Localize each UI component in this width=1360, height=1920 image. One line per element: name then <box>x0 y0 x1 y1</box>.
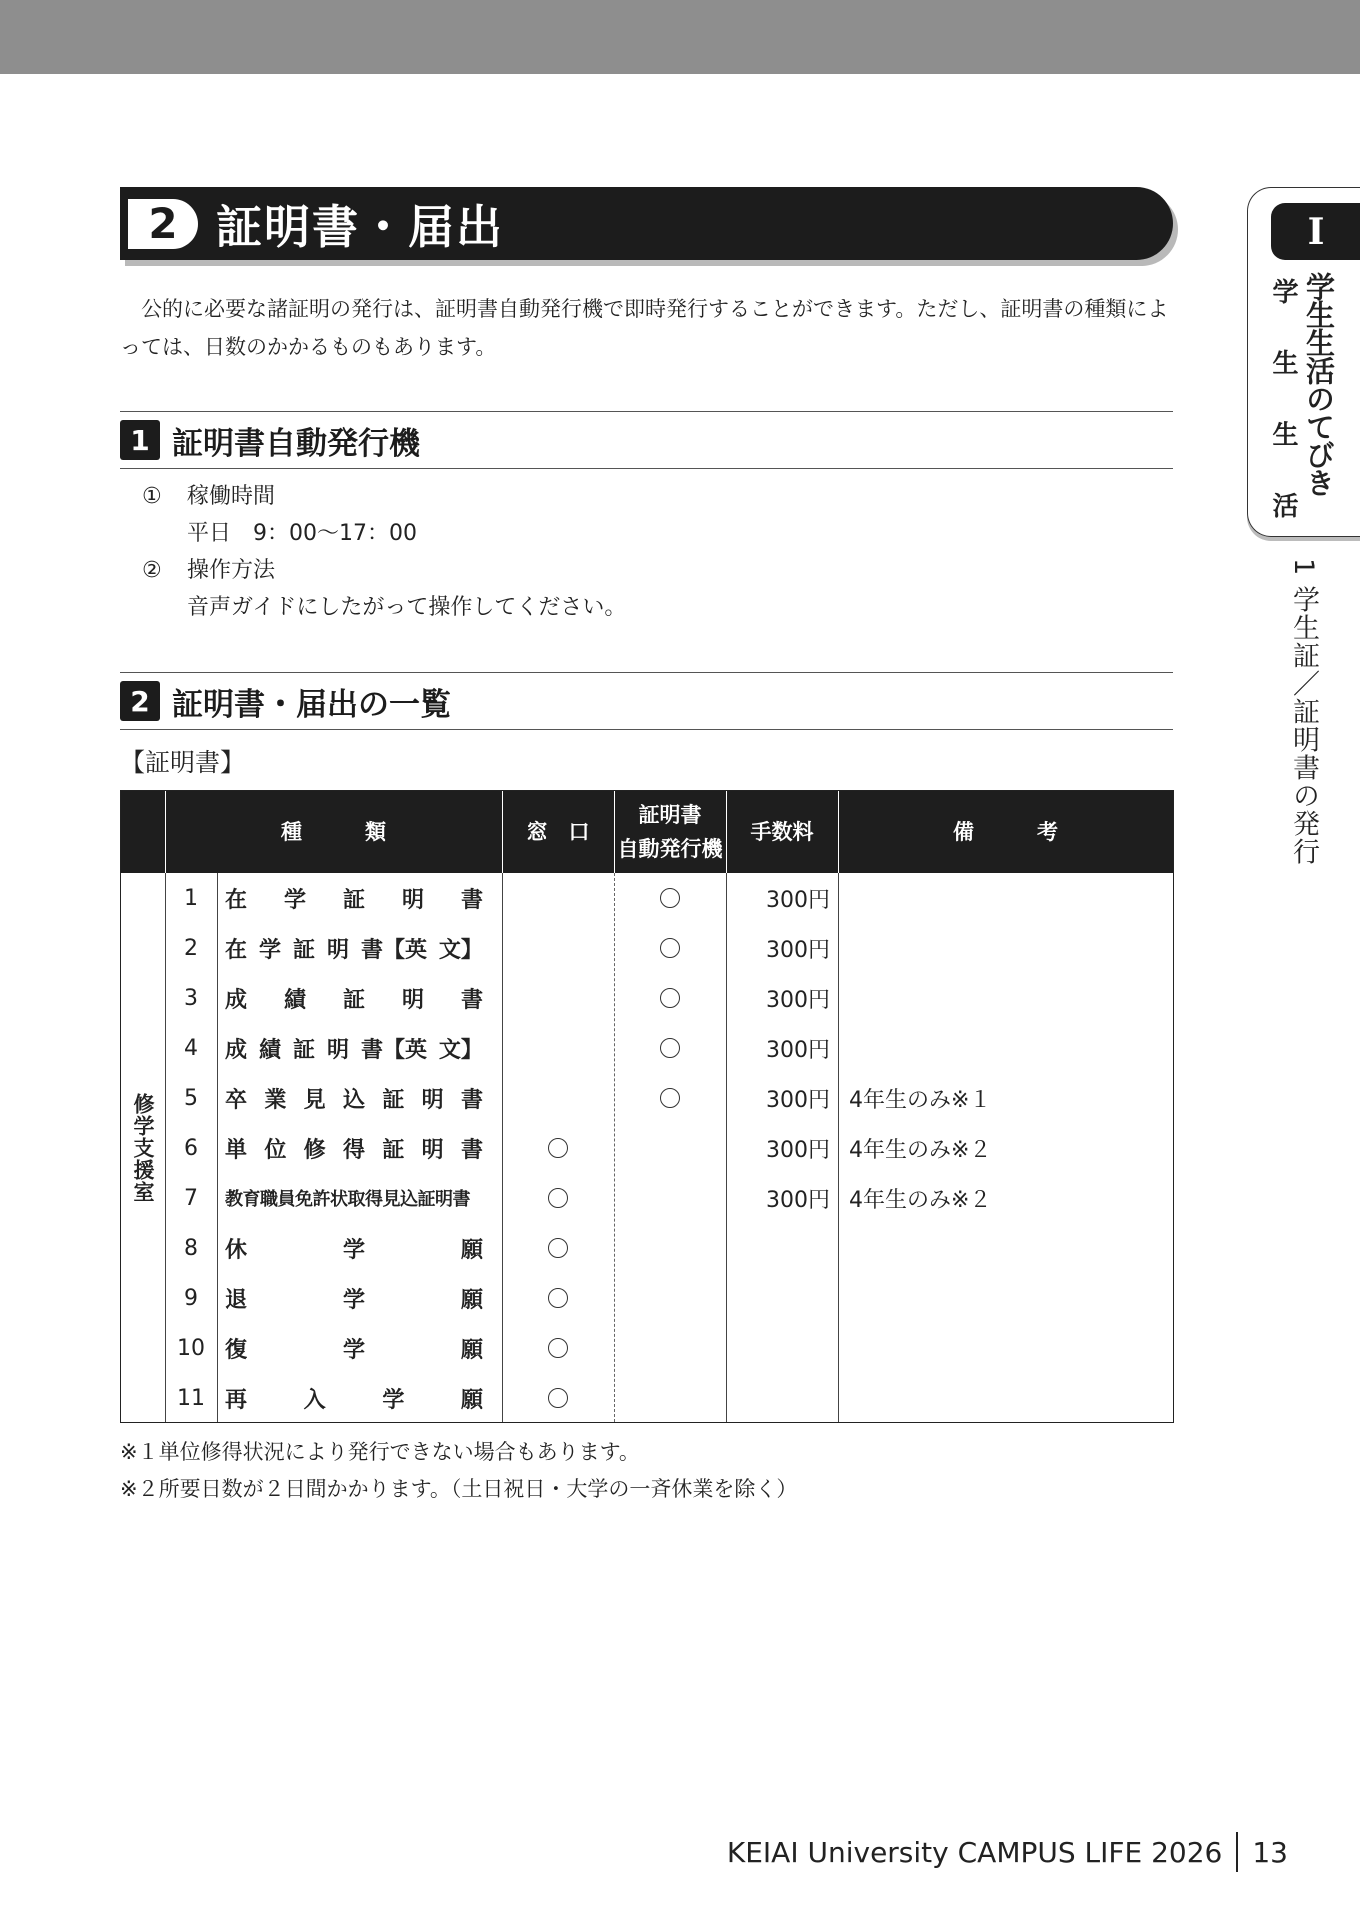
fee-cell: 300円 <box>766 1037 830 1063</box>
footnote-2: ※２所要日数が２日間かかります。（土日祝日・大学の一斉休業を除く） <box>120 1477 798 1501</box>
name-char: 得 <box>342 1137 365 1163</box>
name-char: 証 <box>342 887 365 913</box>
section-title <box>120 187 1173 260</box>
certificate-label: 【証明書】 <box>120 748 246 777</box>
machine-info-list <box>142 478 626 626</box>
name-char: 書 <box>460 1087 483 1113</box>
name-char: 込 <box>342 1087 365 1113</box>
name-char: 復 <box>225 1337 248 1363</box>
auto-machine-cell <box>614 1173 726 1223</box>
available-mark <box>660 1038 680 1058</box>
name-char: 業 <box>264 1087 287 1113</box>
fee-cell: 300円 <box>766 887 830 913</box>
auto-machine-cell <box>614 1323 726 1373</box>
name-char: 在 <box>225 887 248 913</box>
name-char: 成 <box>225 1037 248 1063</box>
item-mark: ② <box>142 558 162 583</box>
available-mark <box>548 1238 568 1258</box>
subsection-number: 2 <box>120 681 160 721</box>
department-label: 修学支援室 <box>131 1092 155 1203</box>
section-title-text: 証明書・届出 <box>216 199 504 254</box>
window-cell <box>502 1223 614 1273</box>
name-char: 績 <box>283 987 306 1013</box>
auto-machine-cell <box>614 923 726 973</box>
fee-cell <box>726 1273 830 1323</box>
name-char: 文】 <box>438 1037 483 1063</box>
window-cell <box>502 923 614 973</box>
header-window: 窓 口 <box>526 820 590 844</box>
footer-title: KEIAI University CAMPUS LIFE 2026 <box>726 1835 1223 1869</box>
name-char: 績 <box>258 1037 281 1063</box>
header-divider <box>726 791 727 873</box>
subsection-number: 1 <box>120 420 160 460</box>
chapter-subtitle: 学生生活 <box>1268 278 1298 518</box>
table-row <box>121 923 1173 973</box>
name-char: 在 <box>225 937 248 963</box>
name-char: 学 <box>258 937 281 963</box>
certificate-name <box>225 1173 483 1223</box>
header-auto-line2: 自動発行機 <box>617 837 723 861</box>
name-char: 退 <box>225 1287 248 1313</box>
fee-cell <box>726 1323 830 1373</box>
table-row <box>121 1073 1173 1123</box>
window-cell <box>502 1123 614 1173</box>
chapter-title: 学生生活のてびき <box>1302 272 1336 496</box>
name-char: 願 <box>460 1237 483 1263</box>
name-char: 入 <box>303 1387 326 1413</box>
item-label: 稼働時間 <box>187 484 276 509</box>
name-char: 学 <box>342 1287 365 1313</box>
certificate-name <box>225 1373 483 1423</box>
table-row <box>121 1323 1173 1373</box>
name-char: 願 <box>460 1387 483 1413</box>
page-footer <box>727 1832 1288 1872</box>
row-number: 2 <box>184 935 198 961</box>
window-cell <box>502 1173 614 1223</box>
header-type: 種 類 <box>281 820 386 844</box>
header-divider <box>502 791 503 873</box>
table-header <box>121 791 1173 873</box>
item-detail: 音声ガイドにしたがって操作してください。 <box>187 595 627 620</box>
available-mark <box>548 1138 568 1158</box>
certificate-name <box>225 1223 483 1273</box>
fee-cell: 300円 <box>766 1187 830 1213</box>
name-char: 見 <box>303 1087 326 1113</box>
note-cell <box>849 1373 1169 1423</box>
list-item <box>142 478 626 515</box>
available-mark <box>548 1288 568 1308</box>
name-char: 願 <box>460 1337 483 1363</box>
item-mark: ① <box>142 484 162 509</box>
subsection-title: 証明書自動発行機 <box>172 425 420 462</box>
name-char: 成 <box>225 987 248 1013</box>
header-divider <box>838 791 839 873</box>
name-char: 明 <box>401 887 424 913</box>
name-char: 書【英 <box>360 937 427 963</box>
row-number: 3 <box>184 985 198 1011</box>
available-mark <box>660 988 680 1008</box>
auto-machine-cell <box>614 973 726 1023</box>
name-char: 位 <box>264 1137 287 1163</box>
note-cell <box>849 1223 1169 1273</box>
auto-machine-cell <box>614 1023 726 1073</box>
note-cell: 4年生のみ※２ <box>849 1187 992 1213</box>
subsection-heading-2 <box>120 672 1173 730</box>
name-char: 明 <box>326 1037 349 1063</box>
note-cell <box>849 873 1169 923</box>
window-cell <box>502 1023 614 1073</box>
section-index: 1 学生証／証明書の発行 <box>1288 558 1319 866</box>
header-divider <box>614 791 615 873</box>
table-row <box>121 1273 1173 1323</box>
name-char: 学 <box>342 1237 365 1263</box>
name-char: 証 <box>342 987 365 1013</box>
fee-cell: 300円 <box>766 1087 830 1113</box>
name-char: 卒 <box>225 1087 248 1113</box>
name-char: 明 <box>326 937 349 963</box>
subsection-title: 証明書・届出の一覧 <box>172 686 451 723</box>
footnotes <box>120 1434 797 1508</box>
window-cell <box>502 1073 614 1123</box>
note-cell: 4年生のみ※１ <box>849 1087 992 1113</box>
fee-cell: 300円 <box>766 987 830 1013</box>
name-char: 学 <box>283 887 306 913</box>
section-number: 2 <box>128 199 198 249</box>
page-number: 13 <box>1252 1835 1288 1869</box>
auto-machine-cell <box>614 873 726 923</box>
available-mark <box>548 1338 568 1358</box>
available-mark <box>548 1388 568 1408</box>
certificate-name <box>225 1273 483 1323</box>
available-mark <box>660 938 680 958</box>
header-notes: 備 考 <box>953 820 1058 844</box>
row-number: 5 <box>184 1085 198 1111</box>
auto-machine-cell <box>614 1123 726 1173</box>
note-cell <box>849 1273 1169 1323</box>
note-cell <box>849 1023 1169 1073</box>
note-cell <box>849 973 1169 1023</box>
table-row <box>121 1123 1173 1173</box>
note-cell <box>849 923 1169 973</box>
name-char: 修 <box>303 1137 326 1163</box>
name-char: 書 <box>460 987 483 1013</box>
row-number: 8 <box>184 1235 198 1261</box>
name-char: 明 <box>401 987 424 1013</box>
certificate-name <box>225 973 483 1023</box>
table-row <box>121 1223 1173 1273</box>
name-char: 明 <box>421 1087 444 1113</box>
row-number: 10 <box>177 1335 205 1361</box>
row-number: 4 <box>184 1035 198 1061</box>
footnote-1: ※１単位修得状況により発行できない場合もあります。 <box>120 1440 640 1464</box>
name-char: 証 <box>292 937 315 963</box>
fee-cell: 300円 <box>766 1137 830 1163</box>
auto-machine-cell <box>614 1223 726 1273</box>
window-cell <box>502 1373 614 1423</box>
list-item-detail <box>142 589 626 626</box>
window-cell <box>502 873 614 923</box>
fee-cell <box>726 1223 830 1273</box>
name-char: 再 <box>225 1387 248 1413</box>
name-char: 学 <box>382 1387 405 1413</box>
window-cell <box>502 1273 614 1323</box>
available-mark <box>660 888 680 908</box>
row-number: 6 <box>184 1135 198 1161</box>
name-char: 願 <box>460 1287 483 1313</box>
header-auto-machine <box>614 791 726 873</box>
certificate-name <box>225 923 483 973</box>
row-number: 7 <box>184 1185 198 1211</box>
name-char: 休 <box>225 1237 248 1263</box>
auto-machine-cell <box>614 1273 726 1323</box>
header-auto-line1: 証明書 <box>638 803 702 827</box>
name-char: 証 <box>382 1087 405 1113</box>
available-mark <box>548 1188 568 1208</box>
name-char: 学 <box>342 1337 365 1363</box>
table-row <box>121 1373 1173 1423</box>
note-cell: 4年生のみ※２ <box>849 1137 992 1163</box>
footer-separator <box>1236 1832 1238 1872</box>
name-char: 明 <box>421 1137 444 1163</box>
intro-paragraph: 公的に必要な諸証明の発行は、証明書自動発行機で即時発行することができます。ただし、証明書の種類によっては、日数のかかるものもあります。 <box>120 297 1169 359</box>
name-char: 文】 <box>438 937 483 963</box>
name-char: 証 <box>382 1137 405 1163</box>
fee-cell <box>726 1373 830 1423</box>
chapter-number: Ⅰ <box>1271 203 1360 260</box>
window-cell <box>502 973 614 1023</box>
table-row <box>121 973 1173 1023</box>
note-cell <box>849 1323 1169 1373</box>
certificate-name <box>225 1073 483 1123</box>
available-mark <box>660 1088 680 1108</box>
name-char: 教育職員免許状取得見込証明書 <box>225 1189 470 1210</box>
table-row <box>121 873 1173 923</box>
row-number: 1 <box>184 885 198 911</box>
certificate-name <box>225 1023 483 1073</box>
item-detail: 平日 9：00〜17：00 <box>187 521 417 546</box>
auto-machine-cell <box>614 1373 726 1423</box>
fee-cell: 300円 <box>766 937 830 963</box>
top-bar <box>0 0 1360 74</box>
certificate-table <box>120 790 1174 1423</box>
name-char: 書 <box>460 1137 483 1163</box>
name-char: 書 <box>460 887 483 913</box>
window-cell <box>502 1323 614 1373</box>
list-item <box>142 552 626 589</box>
item-label: 操作方法 <box>187 558 276 583</box>
certificate-name <box>225 1323 483 1373</box>
row-number: 9 <box>184 1285 198 1311</box>
name-char: 書【英 <box>360 1037 427 1063</box>
certificate-name <box>225 1123 483 1173</box>
table-row <box>121 1173 1173 1223</box>
chapter-tab <box>1247 187 1360 537</box>
subsection-heading-1 <box>120 411 1173 469</box>
name-char: 単 <box>225 1137 248 1163</box>
name-char: 証 <box>292 1037 315 1063</box>
header-fee: 手数料 <box>750 820 814 844</box>
table-row <box>121 1023 1173 1073</box>
certificate-name <box>225 873 483 923</box>
header-divider <box>165 791 166 873</box>
list-item-detail <box>142 515 626 552</box>
row-number: 11 <box>177 1385 205 1411</box>
auto-machine-cell <box>614 1073 726 1123</box>
